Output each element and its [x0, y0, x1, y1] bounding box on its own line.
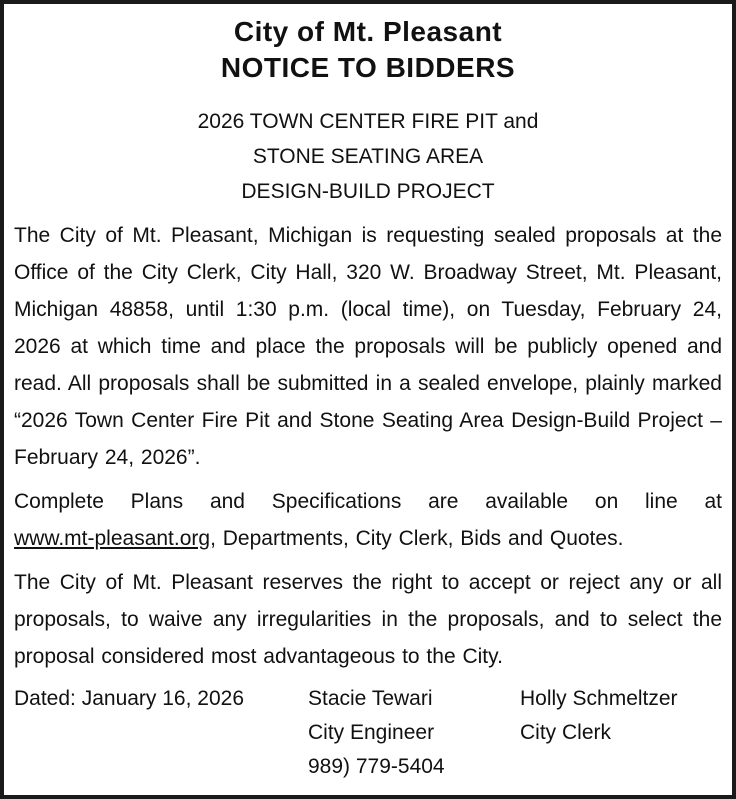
org-title: City of Mt. Pleasant: [233, 16, 503, 47]
dated-column: [14, 682, 308, 784]
project-title-line-1: 2026 TOWN CENTER FIRE PIT and: [197, 110, 539, 133]
engineer-phone: 989) 779-5404: [308, 755, 445, 778]
signature-block: [14, 682, 722, 784]
dated-line: Dated: January 16, 2026: [14, 687, 244, 710]
clerk-column: [520, 682, 722, 784]
website-link[interactable]: www.mt-pleasant.org: [14, 527, 211, 550]
project-title-line-3: DESIGN-BUILD PROJECT: [241, 180, 495, 203]
engineer-name: Stacie Tewari: [308, 687, 433, 710]
engineer-title: City Engineer: [308, 721, 435, 744]
project-title-line-2: STONE SEATING AREA: [252, 145, 484, 168]
clerk-name: Holly Schmeltzer: [520, 687, 678, 710]
project-title-block: [14, 104, 722, 209]
paragraph-plans-availability: [14, 483, 722, 557]
paragraph-proposal-request: The City of Mt. Pleasant, Michigan is requesting sealed proposals at the Office of the City Clerk, City Hall, 320 W. Broadway Street, Mt. Pleasant, Michigan 48858, until 1:30 p.m. (local time), on Tuesday, February 24, 2026 at which time and place the proposals will be publicly opened and read. All proposals shall be submitted in a sealed envelope, plainly marked “2026 Town Center Fire Pit and Stone Seating Area Design-Build Project – February 24, 2026”.: [14, 224, 722, 469]
engineer-column: [308, 682, 520, 784]
paragraph-rights-reserved: The City of Mt. Pleasant reserves the right to accept or reject any or all proposals, to waive any irregularities in the proposals, and to select the proposal considered most advantageous to the City.: [14, 571, 722, 668]
plans-availability-line: Complete Plans and Specifications are available on line at: [14, 490, 722, 513]
plans-availability-after-link: , Departments, City Clerk, Bids and Quotes.: [210, 527, 624, 550]
clerk-title: City Clerk: [520, 721, 612, 744]
notice-type-title: NOTICE TO BIDDERS: [220, 52, 516, 83]
